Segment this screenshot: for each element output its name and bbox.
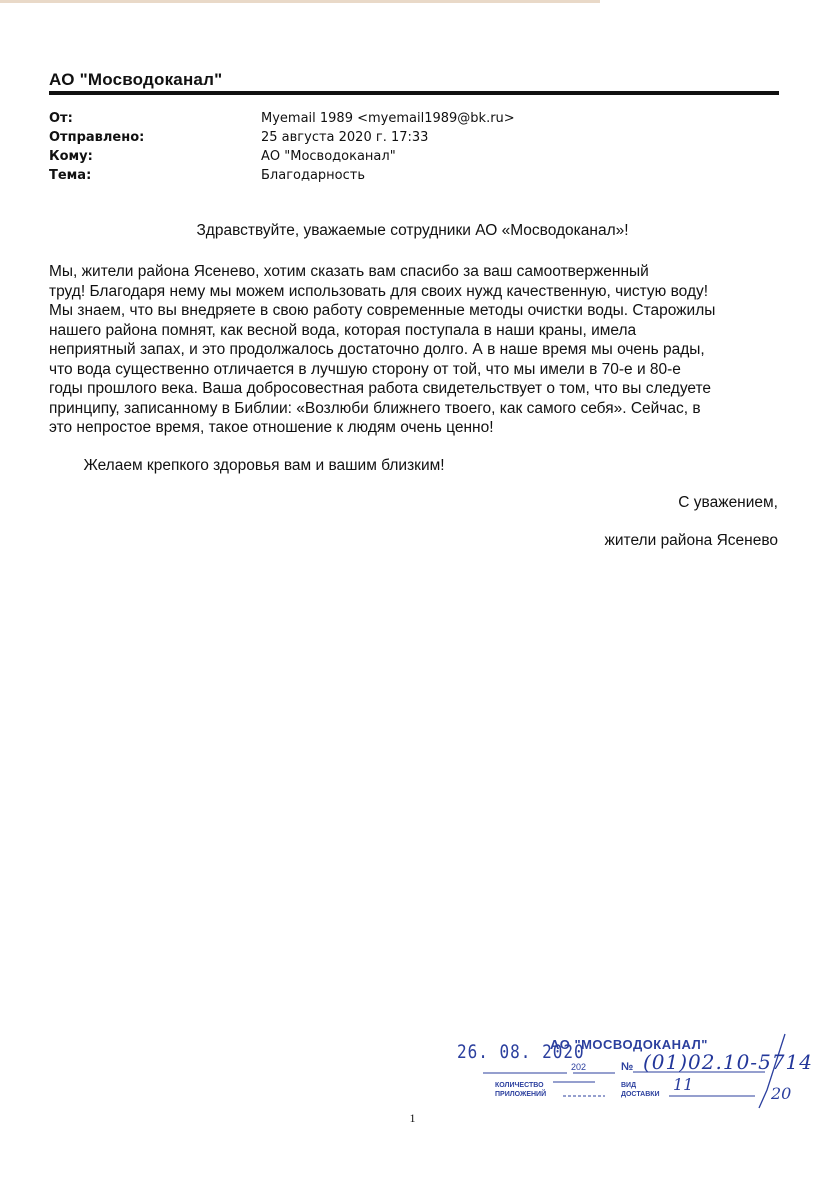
- stamp-count-label-2: ПРИЛОЖЕНИЙ: [495, 1091, 547, 1098]
- stamp-handwritten-mark: 11: [673, 1075, 694, 1094]
- title-rule: [49, 91, 779, 95]
- letter-signature: жители района Ясенево: [604, 532, 778, 549]
- scan-edge-strip: [0, 0, 600, 3]
- header-value-subject: Благодарность: [261, 168, 366, 183]
- letter-wish: Желаем крепкого здоровья вам и вашим близким!: [49, 457, 445, 474]
- page-number: 1: [409, 1111, 416, 1125]
- letter-regards: С уважением,: [678, 494, 778, 511]
- letter-greeting: Здравствуйте, уважаемые сотрудники АО «Мосводоканал»!: [196, 222, 629, 239]
- header-label-from: От:: [49, 111, 73, 126]
- header-label-to: Кому:: [49, 149, 93, 164]
- header-value-to: АО "Мосводоканал": [261, 149, 396, 164]
- stamp-count-label-1: КОЛИЧЕСТВО: [495, 1082, 544, 1089]
- stamp-year: 202: [571, 1062, 587, 1072]
- stamp-date: 26. 08. 2020: [457, 1040, 585, 1063]
- stamp-number-sign: №: [621, 1061, 634, 1073]
- stamp-org: АО "МОСВОДОКАНАЛ": [550, 1037, 708, 1052]
- letter-body-paragraph: Мы, жители района Ясенево, хотим сказать вам спасибо за ваш самоотверженный труд! Благодаря нему мы можем использовать для своих нужд качественную, чистую воду! Мы знаем, что вы внедряете в свою работу современные методы очистки воды. Старожилы нашего района помнят, как весной вода, которая поступала в наши краны, имела неприятный запах, и это продолжалось достаточно долго. А в наше время мы очень рады, что вода существенно отличается в лучшую сторону от той, что мы имели в 70-е и 80-е годы прошлого века. Ваша добросовестная работа свидетельствует о том, что вы следуете принципу, записанному в Библии: «Возлюби ближнего твоего, как самого себя». Сейчас, в это непростое время, такое отношение к людям очень ценно!: [49, 263, 716, 436]
- stamp-handwritten-sheets: 20: [771, 1084, 792, 1103]
- stamp-delivery-label-2: ДОСТАВКИ: [621, 1091, 660, 1098]
- stamp-registration-number: (01)02.10-5714: [643, 1050, 813, 1074]
- stamp-delivery-label-1: ВИД: [621, 1082, 637, 1089]
- header-value-sent: 25 августа 2020 г. 17:33: [261, 130, 429, 145]
- header-label-subject: Тема:: [49, 168, 92, 183]
- email-org-title: АО "Мосводоканал": [49, 70, 223, 89]
- header-value-from: Myemail 1989 <myemail1989@bk.ru>: [261, 111, 515, 126]
- header-label-sent: Отправлено:: [49, 130, 145, 145]
- registration-stamp: [455, 1030, 813, 1112]
